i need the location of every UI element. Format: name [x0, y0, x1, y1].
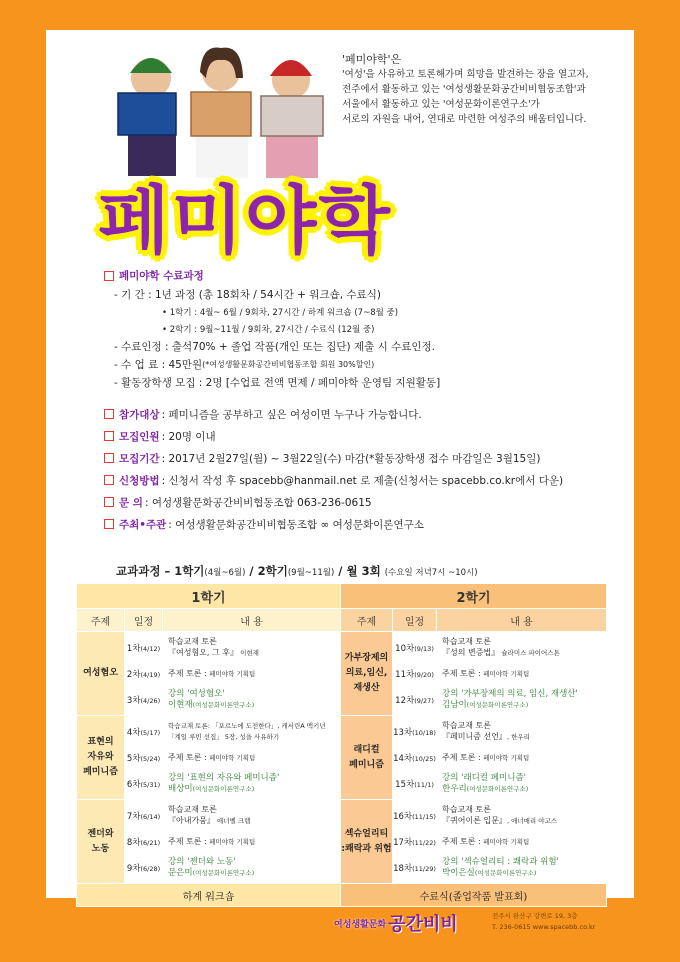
content-line: 학습교재 토론	[442, 637, 491, 646]
lecturer: 이현재	[168, 699, 193, 710]
lecture-title: 강의 '젠더와 노동'	[168, 856, 236, 867]
content-line: 주제 토론 :	[442, 836, 484, 846]
session-number	[125, 800, 163, 832]
theme-line: 래디컬	[353, 744, 380, 755]
session-number	[393, 684, 437, 716]
course-cert: - 수료인정 : 출석70% + 졸업 작품(개인 또는 집단) 제출 시 수료인정.	[114, 340, 435, 353]
lecturer: 박이은실	[442, 867, 475, 878]
session-number	[125, 716, 163, 748]
lecture-title: 강의 '섹슈얼리티 : 쾌락과 위험'	[442, 856, 559, 867]
session-content	[163, 748, 341, 768]
checkbox-icon	[104, 475, 114, 485]
detail-label: 참가대상	[119, 408, 160, 421]
session-content	[437, 632, 607, 664]
session-no: 14차	[393, 753, 413, 764]
session-date: (9/20)	[414, 670, 434, 679]
book-title: 『퀴어이론 입문』	[442, 816, 507, 825]
sem1-header: 1학기	[77, 584, 341, 609]
lecturer-org: (여성문화이론연구소)	[192, 784, 255, 793]
book-author: , 한우리	[506, 733, 530, 741]
checkbox-icon	[104, 453, 114, 463]
session-number	[393, 664, 437, 684]
course-heading	[104, 266, 624, 285]
session-date: (4/19)	[140, 670, 161, 679]
session-content	[163, 852, 341, 884]
session-no: 15차	[395, 779, 415, 790]
session-no: 1차	[126, 643, 141, 654]
session-no: 8차	[126, 837, 141, 848]
book-author: 슐라미스 파이어스톤	[499, 649, 560, 657]
book-title: 『성의 변증법』	[442, 648, 500, 657]
theme-line: 페미니즘	[83, 767, 118, 777]
details-list	[104, 403, 624, 535]
lecturer-org: (여성문화이론연구소)	[192, 700, 255, 709]
session-date: (10/25)	[412, 754, 436, 763]
session-no: 10차	[395, 643, 415, 654]
content-line: 학습교재 토론: 「포르노에 도전한다」, 캐서린A 맥키넌	[168, 721, 326, 730]
content-line: 주제 토론 :	[168, 668, 210, 678]
session-no: 6차	[126, 779, 141, 790]
detail-text: : 20명 이내	[161, 430, 216, 443]
theme-line: 가부장제의	[344, 653, 389, 663]
session-number	[125, 768, 163, 800]
session-number	[393, 852, 437, 884]
content-line: 학습교재 토론	[442, 721, 491, 730]
detail-label: 모집인원	[119, 430, 160, 443]
intro-line: 전주에서 활동하고 있는 '여성생활문화공간비비협동조합'과	[342, 84, 586, 95]
contact-line: T. 236-0615 www.spacebb.co.kr	[492, 923, 596, 931]
content-sub: 페미야학 기획팀	[483, 753, 530, 762]
session-no: 5차	[126, 753, 141, 764]
session-number	[125, 632, 163, 664]
session-no: 3차	[126, 695, 141, 706]
detail-label: 주최•주관	[119, 518, 167, 531]
session-content	[437, 768, 607, 800]
theme-cell	[77, 716, 125, 800]
org-logo	[334, 910, 458, 936]
course-sem1: • 1학기 : 4월~ 6월 / 9회차, 27시간 / 하계 워크숍 (7~8월 중)	[162, 307, 399, 318]
session-no: 17차	[393, 837, 413, 848]
detail-text: : 페미니즘을 공부하고 싶은 여성이면 누구나 가능합니다.	[161, 408, 422, 421]
lecturer-org: (여성문화이론연구소)	[192, 868, 255, 877]
session-date: (4/26)	[140, 696, 161, 705]
lecture-title: 강의 '가부장제의 의료, 임신, 재생산'	[442, 688, 578, 699]
course-period: - 기 간 : 1년 과정 (총 18회차 / 54시간 + 워크숍, 수료식)	[114, 288, 381, 301]
detail-row	[104, 513, 624, 535]
graduation-row: 수료식(졸업작품 발표회)	[341, 884, 607, 907]
content-line: 학습교재 토론	[168, 805, 217, 814]
lecture-title: 강의 '여성혐오'	[168, 688, 225, 699]
intro-line: 서로의 자원을 내어, 연대로 마련한 여성주의 배움터입니다.	[342, 114, 587, 125]
checkbox-icon	[104, 409, 114, 419]
session-content	[437, 832, 607, 852]
table-row	[77, 716, 607, 748]
col-theme: 주제	[341, 609, 393, 632]
detail-text: : 신청서 작성 후 spacebb@hanmail.net 로 제출(신청서는 spacebb.co.kr에서 다운)	[161, 474, 564, 487]
content-line: 주제 토론 :	[168, 836, 210, 846]
session-date: (10/18)	[412, 728, 436, 737]
session-number	[393, 748, 437, 768]
session-content	[437, 716, 607, 748]
session-number	[393, 716, 437, 748]
session-number	[125, 852, 163, 884]
session-content	[437, 852, 607, 884]
book-title: 『페미니즘 선언』	[442, 732, 507, 741]
content-line: 주제 토론 :	[168, 752, 210, 762]
session-date: (5/17)	[140, 728, 161, 737]
intro-line: '여성'을 사유하고 토론해가며 희망을 발견하는 장을 열고자,	[342, 69, 589, 80]
detail-label: 문 의	[119, 496, 143, 509]
theme-line: 자유와	[87, 752, 114, 762]
course-scholar: - 활동장학생 모집 : 2명 [수업료 전액 면제 / 페미야학 운영팀 지원활동]	[114, 376, 441, 389]
curriculum-table	[76, 583, 607, 907]
session-content	[163, 832, 341, 852]
curriculum-title	[116, 563, 478, 579]
session-date: (4/12)	[140, 644, 161, 653]
lecturer: 배상미	[168, 783, 193, 794]
theme-line: 노동	[91, 843, 110, 854]
lecturer: 문은미	[168, 867, 193, 878]
intro-text	[342, 52, 632, 127]
content-line: 학습교재 토론	[168, 637, 217, 646]
address-line: 전주시 완산구 강변로 19, 3층	[492, 912, 578, 920]
detail-row	[104, 403, 624, 425]
book-author: 애너벨 크랩	[214, 817, 251, 825]
course-heading-label: 페미야학 수료과정	[119, 270, 204, 282]
col-theme: 주제	[77, 609, 125, 632]
checkbox-icon	[104, 519, 114, 529]
checkbox-icon	[104, 497, 114, 507]
lecture-title: 강의 '래디컬 페미니즘'	[442, 772, 526, 783]
session-content	[163, 632, 341, 664]
session-no: 13차	[393, 727, 413, 738]
session-content	[437, 684, 607, 716]
session-date: (11/1)	[414, 780, 434, 789]
org-logo-pre: 여성생활문화	[334, 919, 387, 930]
col-content: 내 용	[163, 609, 341, 632]
session-number	[393, 800, 437, 832]
session-content	[163, 664, 341, 684]
course-fee	[104, 355, 624, 373]
poster-page	[46, 30, 634, 903]
session-content	[437, 800, 607, 832]
session-content	[437, 664, 607, 684]
table-row	[77, 800, 607, 832]
session-date: (6/14)	[140, 812, 161, 821]
col-date: 일정	[393, 609, 437, 632]
session-date: (9/27)	[414, 696, 434, 705]
session-number	[125, 684, 163, 716]
content-sub: 페미야학 기획팀	[483, 837, 530, 846]
curriculum-title-end: / 월 3회	[334, 564, 385, 578]
session-no: 7차	[126, 811, 141, 822]
content-line: 학습교재 토론	[442, 805, 491, 814]
sem2-header: 2학기	[341, 584, 607, 609]
detail-text: : 여성생활문화공간비비협동조합 063-236-0615	[144, 496, 372, 509]
detail-label: 신청방법	[119, 474, 160, 487]
col-date: 일정	[125, 609, 163, 632]
theme-cell	[77, 800, 125, 884]
session-date: (6/28)	[140, 864, 161, 873]
content-line: 주제 토론 :	[442, 752, 484, 762]
content-sub: 페미야학 기획팀	[483, 669, 530, 678]
detail-row	[104, 491, 624, 513]
theme-line: 젠더와	[87, 828, 114, 839]
theme-cell	[341, 800, 393, 884]
session-date: (11/22)	[412, 838, 436, 847]
theme-cell	[77, 632, 125, 716]
lecturer-org: (여성문화이론연구소)	[466, 784, 529, 793]
session-no: 18차	[393, 863, 413, 874]
curriculum-title-main: 교과과정 – 1학기	[116, 564, 205, 578]
book-title: 『여성혐오, 그 후』	[168, 648, 238, 657]
checkbox-icon	[104, 431, 114, 441]
session-content	[163, 684, 341, 716]
intro-line: 서울에서 활동하고 있는 '여성문화이론연구소'가	[342, 99, 540, 110]
workshop-row: 하계 워크숍	[77, 884, 341, 907]
col-content: 내 용	[437, 609, 607, 632]
session-number	[125, 832, 163, 852]
curriculum-title-s1: (4월~6월)	[204, 568, 246, 578]
lecturer: 김남이	[442, 699, 467, 710]
course-sem2: • 2학기 : 9월~11월 / 9회차, 27시간 / 수료식 (12월 중)	[162, 324, 375, 335]
session-number	[125, 748, 163, 768]
poster-title: 페미야학	[98, 178, 392, 264]
theme-cell	[341, 632, 393, 716]
session-number	[125, 664, 163, 684]
book-author: , 애너매리 야고스	[506, 817, 558, 825]
fee-note: (*여성생활문화공간비비협동조합 회원 30%할인)	[202, 359, 375, 369]
org-address	[492, 911, 632, 933]
session-content	[437, 748, 607, 768]
session-no: 11차	[395, 669, 415, 680]
content-sub: 페미야학 기획팀	[209, 669, 256, 678]
theme-line: 표현의	[87, 737, 114, 747]
theme-line: :쾌락과 위험	[341, 843, 392, 854]
content-line: 「계일 루빈 선집」 5장, 성을 사유하기	[168, 732, 280, 741]
lecturer-org: (여성문화이론연구소)	[474, 868, 537, 877]
lecturer: 한우리	[442, 783, 467, 794]
session-no: 12차	[395, 695, 415, 706]
detail-row	[104, 425, 624, 447]
theme-line: 여성혐오	[83, 668, 118, 678]
curriculum-title-s2: (9월~11월)	[287, 568, 335, 578]
session-content	[163, 768, 341, 800]
theme-cell	[341, 716, 393, 800]
theme-line: 재생산	[353, 683, 380, 693]
session-number	[393, 632, 437, 664]
detail-row	[104, 447, 624, 469]
session-content	[163, 716, 341, 748]
info-section	[104, 266, 624, 535]
org-logo-name: 공간비비	[388, 914, 458, 935]
session-number	[393, 768, 437, 800]
curriculum-title-time: (수요일 저녁7시 ~10시)	[384, 568, 478, 578]
book-title: 『아내가뭄』	[168, 816, 215, 825]
session-no: 4차	[126, 727, 141, 738]
content-sub: 페미야학 기획팀	[209, 753, 256, 762]
theme-line: 의료,임신,	[345, 668, 388, 678]
session-date: (6/21)	[140, 838, 161, 847]
session-no: 9차	[126, 863, 141, 874]
session-date: (11/15)	[412, 812, 436, 821]
session-date: (5/31)	[140, 780, 161, 789]
lecture-title: 강의 '표현의 자유와 페미니즘'	[168, 772, 280, 783]
fee-label: - 수 업 료 : 45만원	[114, 358, 203, 371]
curriculum-title-mid: / 2학기	[245, 564, 288, 578]
session-no: 2차	[126, 669, 141, 680]
theme-line: 섹슈얼리티	[344, 828, 389, 839]
book-author: 이현재	[238, 649, 259, 657]
session-content	[163, 800, 341, 832]
session-number	[393, 832, 437, 852]
detail-text: : 2017년 2월27일(월) ~ 3월22일(수) 마감(*활동장학생 접수 마감일은 3월15일)	[161, 452, 541, 465]
table-row	[77, 632, 607, 664]
session-date: (11/29)	[412, 864, 436, 873]
session-no: 16차	[393, 811, 413, 822]
detail-label: 모집기간	[119, 452, 160, 465]
intro-lead: '페미야학'은	[342, 53, 402, 66]
detail-row	[104, 469, 624, 491]
session-date: (5/24)	[140, 754, 161, 763]
session-date: (9/13)	[414, 644, 434, 653]
content-line: 주제 토론 :	[442, 668, 484, 678]
lecturer-org: (여성문화이론연구소)	[466, 700, 529, 709]
checkbox-icon	[104, 271, 114, 281]
theme-line: 페미니즘	[349, 759, 384, 770]
detail-text: : 여성생활문화공간비비협동조합 ∞ 여성문화이론연구소	[168, 518, 424, 531]
content-sub: 페미야학 기획팀	[209, 837, 256, 846]
